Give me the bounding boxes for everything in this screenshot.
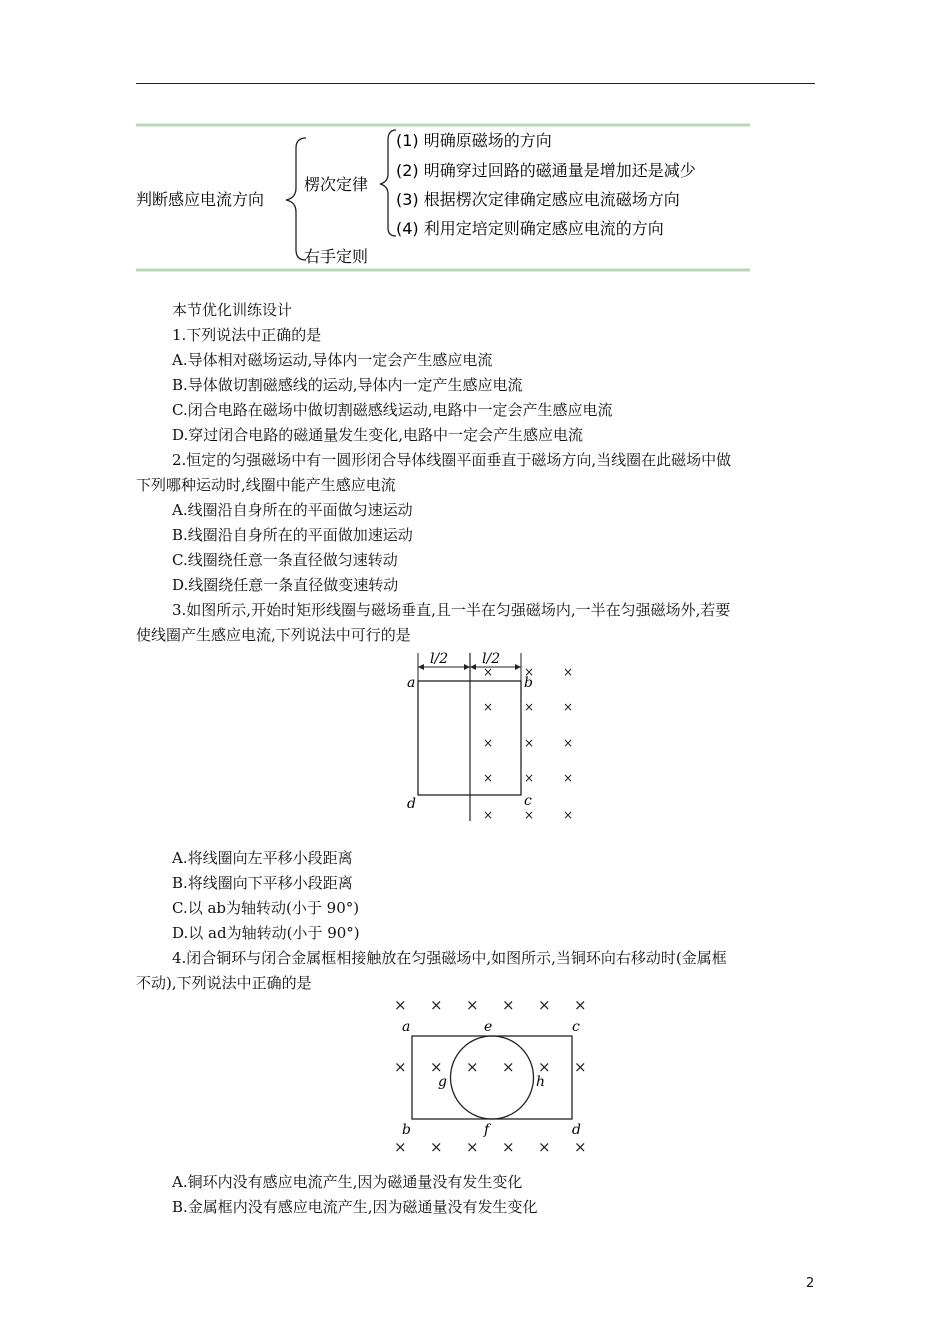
section-title: 本节优化训练设计 [172,301,293,319]
q4-stem-line1: 4.闭合铜环与闭合金属框相接触放在匀强磁场中,如图所示,当铜环向右移动时(金属框 [172,949,727,967]
field-cross: × [524,736,535,750]
field-cross: × [394,1058,407,1076]
field-cross: × [563,771,574,785]
label-c: c [572,1019,580,1035]
field-cross: × [466,1138,479,1156]
q2-option-a: A.线圈沿自身所在的平面做匀速运动 [172,501,413,519]
q3-stem-line2: 使线圈产生感应电流,下列说法中可行的是 [136,626,411,644]
summary-step-2: (2) 明确穿过回路的磁通量是增加还是减少 [396,161,696,180]
field-cross: × [574,1058,587,1076]
field-cross: × [563,808,574,822]
q2-option-d: D.线圈绕任意一条直径做变速转动 [172,576,399,594]
field-cross: × [483,700,494,714]
q3-stem-line1: 3.如图所示,开始时矩形线圈与磁场垂直,且一半在匀强磁场内,一半在匀强磁场外,若要 [172,601,731,619]
q2-stem-line1: 2.恒定的匀强磁场中有一圆形闭合导体线圈平面垂直于磁场方向,当线圈在此磁场中做 [172,451,732,469]
field-cross: × [524,808,535,822]
label-g: g [438,1074,447,1090]
dim-label-right: l/2 [482,651,501,667]
copper-ring [451,1036,534,1119]
field-cross: × [502,1058,515,1076]
field-cross: × [483,665,494,679]
q4-stem-line2: 不动),下列说法中正确的是 [136,974,312,992]
label-f: f [484,1122,490,1138]
brace-branch1 [380,130,396,236]
field-cross: × [483,771,494,785]
q4-option-b: B.金属框内没有感应电流产生,因为磁通量没有发生变化 [172,1198,538,1216]
field-cross: × [538,996,551,1014]
q2-option-b: B.线圈沿自身所在的平面做加速运动 [172,526,413,544]
q4-option-a: A.铜环内没有感应电流产生,因为磁通量没有发生变化 [172,1173,523,1191]
q3-figure [400,645,590,827]
q3-option-a: A.将线圈向左平移小段距离 [172,849,353,867]
field-cross: × [563,665,574,679]
field-cross: × [430,1058,443,1076]
field-cross: × [483,808,494,822]
field-cross: × [394,996,407,1014]
q4-figure [388,994,598,1156]
corner-c: c [524,793,532,809]
field-cross: × [524,771,535,785]
header-rule [136,83,815,84]
field-cross: × [524,700,535,714]
label-d: d [572,1122,581,1138]
field-cross: × [538,1058,551,1076]
label-e: e [484,1019,493,1035]
corner-a: a [407,675,416,691]
q1-option-a: A.导体相对磁场运动,导体内一定会产生感应电流 [172,351,493,369]
summary-root: 判断感应电流方向 [136,190,265,209]
q1-option-b: B.导体做切割磁感线的运动,导体内一定产生感应电流 [172,376,523,394]
summary-branch1: 楞次定律 [304,175,369,194]
field-cross: × [394,1138,407,1156]
field-cross: × [563,700,574,714]
q3-option-c: C.以 ab为轴转动(小于 90°) [172,899,360,917]
metal-frame [412,1036,572,1119]
summary-branch2: 右手定则 [304,247,369,266]
label-h: h [536,1074,546,1090]
q1-stem: 1.下列说法中正确的是 [172,326,322,344]
q1-option-d: D.穿过闭合电路的磁通量发生变化,电路中一定会产生感应电流 [172,426,584,444]
dim-label-left: l/2 [430,651,449,667]
q1-option-c: C.闭合电路在磁场中做切割磁感线运动,电路中一定会产生感应电流 [172,401,613,419]
field-cross: × [563,736,574,750]
q3-option-b: B.将线圈向下平移小段距离 [172,874,353,892]
field-cross: × [466,1058,479,1076]
field-cross: × [574,1138,587,1156]
corner-d: d [407,796,416,812]
field-cross: × [502,996,515,1014]
brace-root [286,138,306,260]
field-cross: × [524,665,535,679]
field-cross: × [574,996,587,1014]
label-b: b [402,1122,411,1138]
corner-b: b [524,675,533,691]
summary-step-3: (3) 根据楞次定律确定感应电流磁场方向 [396,190,680,209]
field-cross: × [430,996,443,1014]
q3-option-d: D.以 ad为轴转动(小于 90°) [172,924,360,942]
field-cross: × [538,1138,551,1156]
label-a: a [402,1019,411,1035]
field-cross: × [430,1138,443,1156]
summary-step-4: (4) 利用定培定则确定感应电流的方向 [396,219,664,238]
summary-step-1: (1) 明确原磁场的方向 [396,131,552,150]
page-number: 2 [806,1276,815,1291]
field-cross: × [483,736,494,750]
summary-diagram [134,118,774,278]
q2-option-c: C.线圈绕任意一条直径做匀速转动 [172,551,398,569]
field-cross: × [502,1138,515,1156]
q2-stem-line2: 下列哪种运动时,线圈中能产生感应电流 [136,476,396,494]
field-cross: × [466,996,479,1014]
